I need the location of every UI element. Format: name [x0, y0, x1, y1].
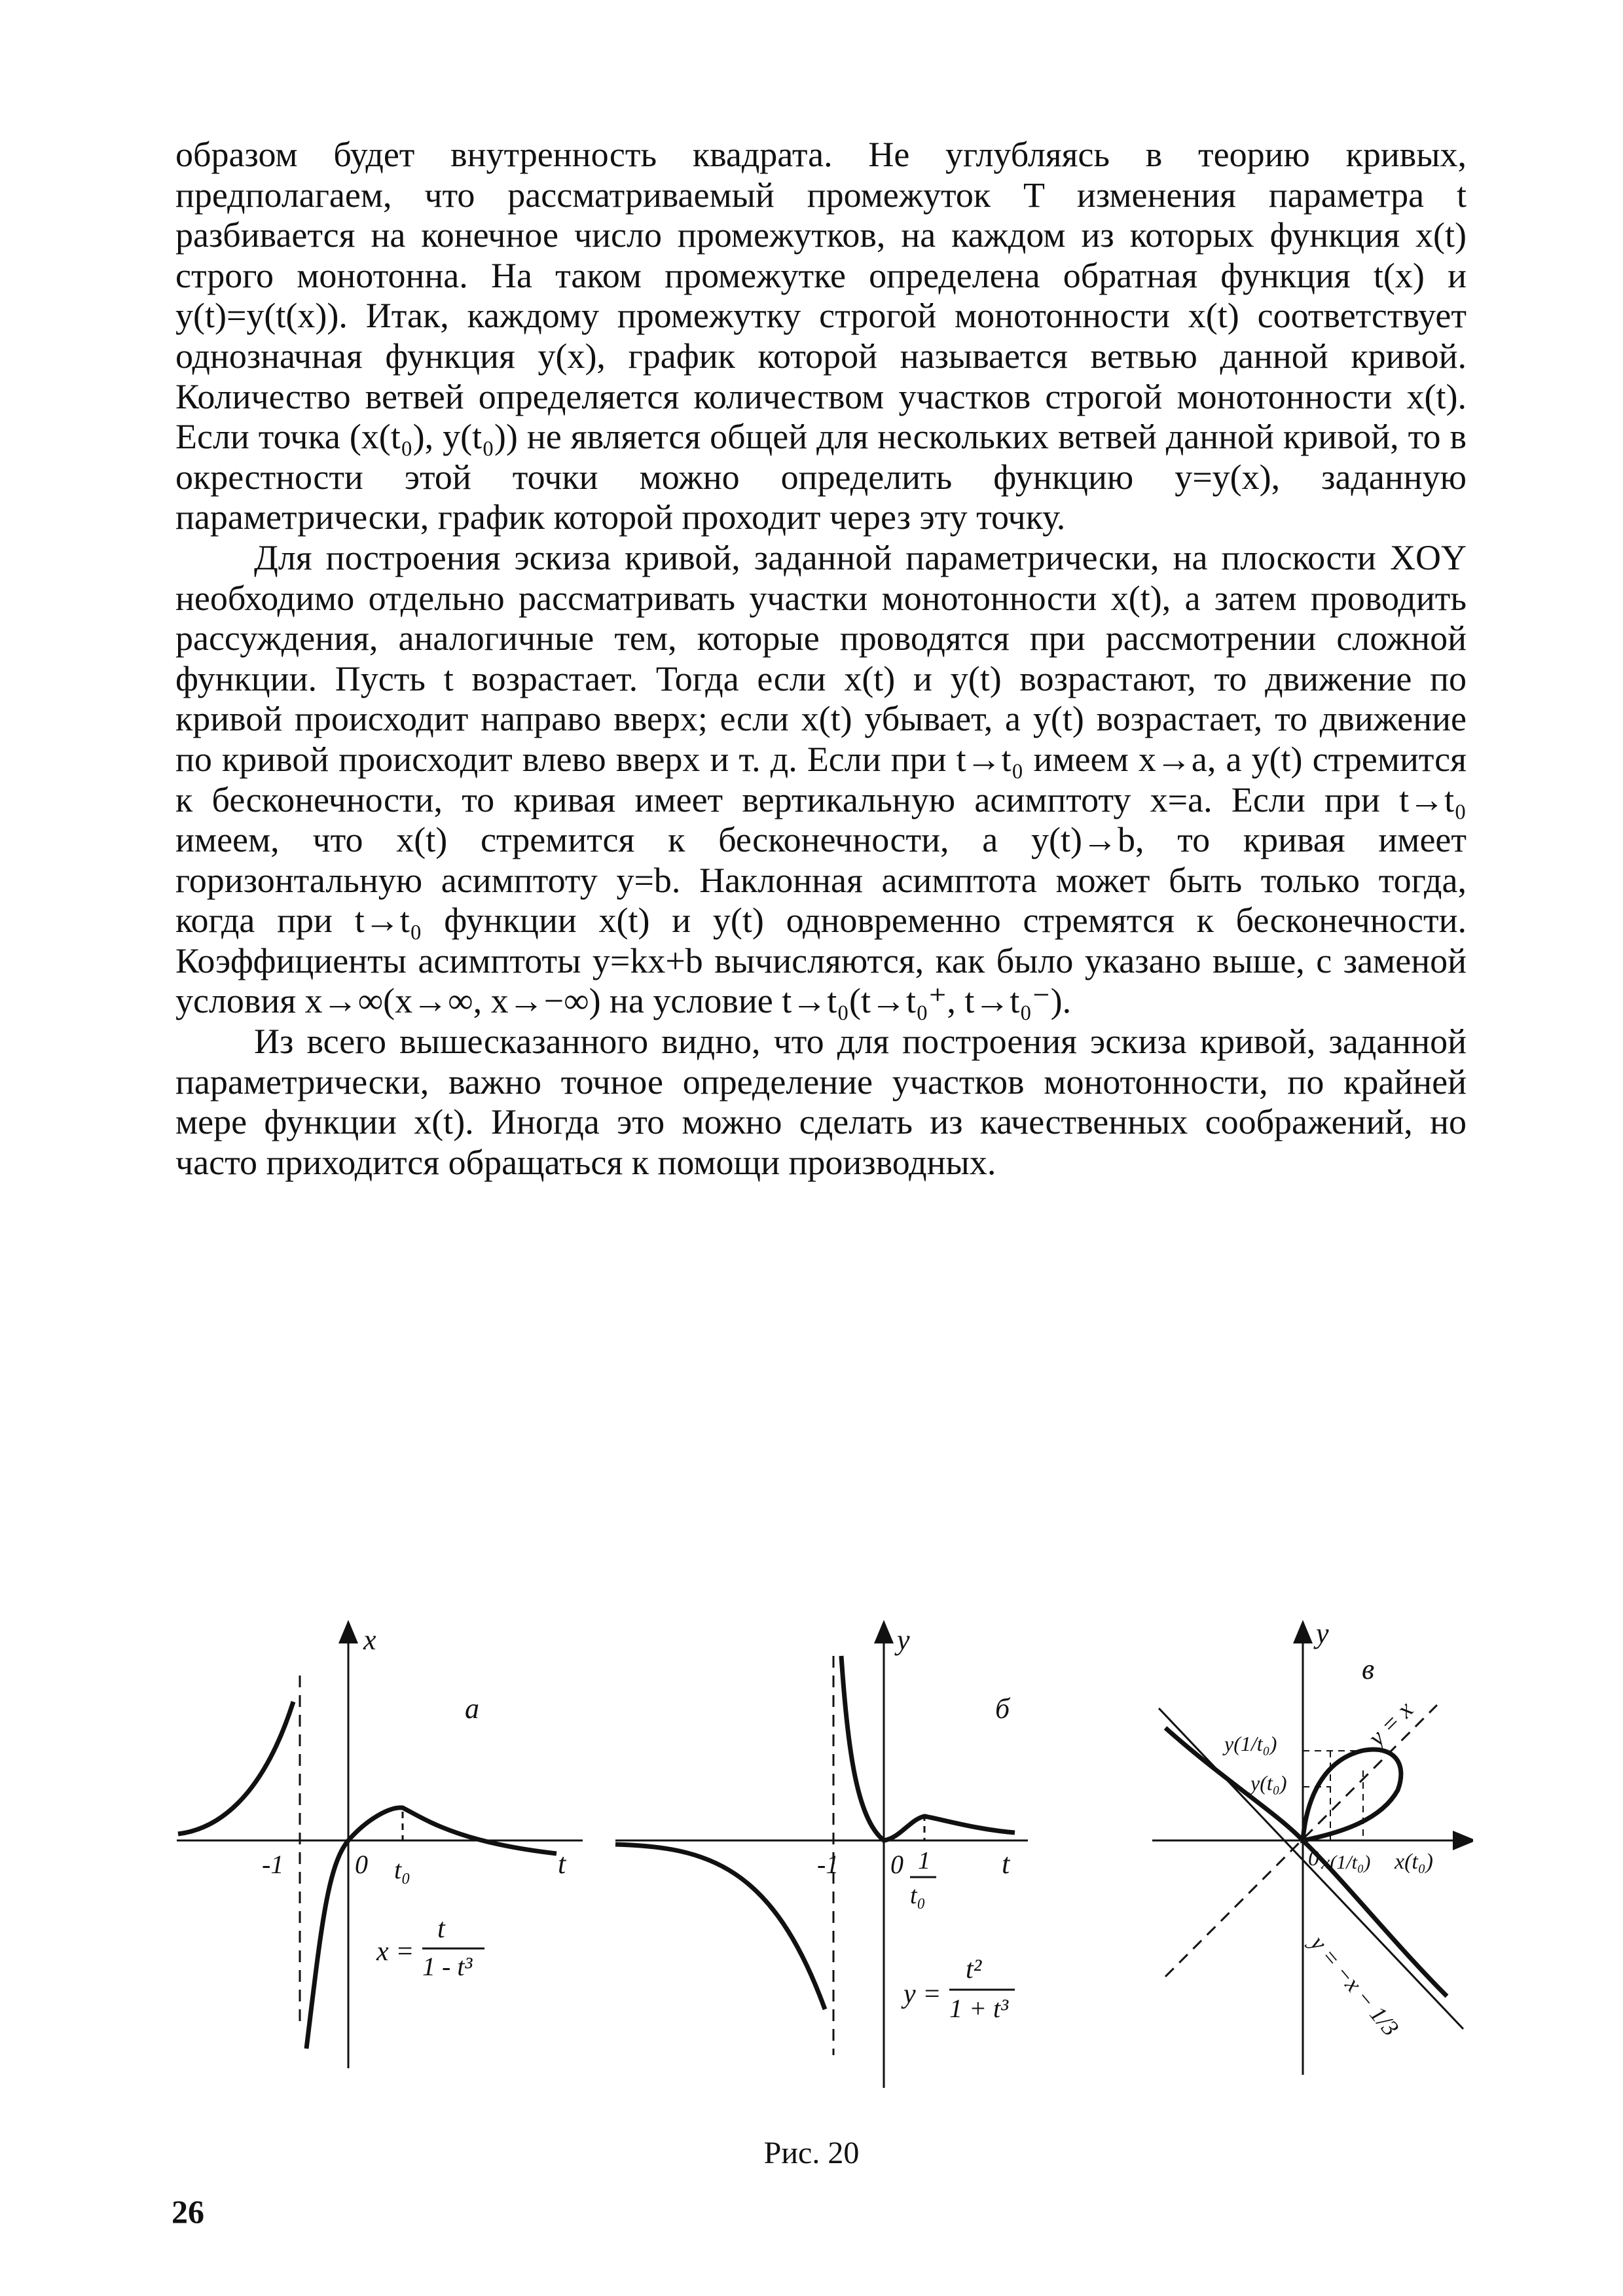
- panel-b-formula-denominator: 1 + t³: [949, 1994, 1009, 2023]
- panel-c-folium-loop: [1303, 1749, 1401, 1840]
- panel-a: [177, 1624, 583, 2068]
- panel-b-tick-minus-one: -1: [817, 1850, 839, 1879]
- panel-b-origin: 0: [890, 1850, 903, 1879]
- panel-b-axis-label-t: t: [1002, 1848, 1010, 1880]
- panel-a-left-branch: [178, 1702, 293, 1834]
- paragraph-1: образом будет внутренность квадрата. Не углубляясь в теорию кривых, предполагаем, что рассматриваемый промежуток T изменения параметра t разбивается на конечное число промежутков, на каждом из которых функция x(t) строго монотонна. На таком промежутке определена обратная функция t(x) и y(t)=y(t(x)). Итак, каждому промежутку строгой монотонности x(t) соответствует однозначная функция y(x), график которой называется ветвью данной кривой. Количество ветвей определяется количеством участков строгой монотонности x(t). Если точка (x(t₀), y(t₀)) не является общей для нескольких ветвей данной кривой, то в окрестности этой точки можно определить функцию y=y(x), заданную параметрически, график которой проходит через эту точку.: [175, 135, 1467, 537]
- panel-c-label-y-t0: y(t₀): [1250, 1771, 1287, 1795]
- panel-c: [1152, 1617, 1467, 2075]
- panel-a-formula-lhs: x =: [376, 1937, 414, 1967]
- panel-a-tick-minus-one: -1: [262, 1850, 284, 1879]
- panel-b-axis-label-y: y: [897, 1624, 910, 1656]
- panel-a-axis-label-x: x: [363, 1624, 376, 1656]
- panel-b-tick-denominator: t₀: [910, 1882, 926, 1909]
- body-text: [175, 135, 1467, 1183]
- panel-a-letter: а: [465, 1693, 479, 1725]
- panel-a-formula-denominator: 1 - t³: [422, 1952, 473, 1981]
- page-number: 26: [172, 2193, 204, 2230]
- panel-a-right-branch: [306, 1808, 556, 2049]
- panel-b-right-branch: [841, 1656, 1015, 1840]
- panel-c-label-asymptote: y = −x − 1/3: [1305, 1930, 1404, 2041]
- figure-caption: Рис. 20: [763, 2136, 860, 2170]
- paragraph-3: Из всего вышесказанного видно, что для построения эскиза кривой, заданной параметрически, важно точное определение участков монотонности, по крайней мере функции x(t). Иногда это можно сделать из качественных соображений, но часто приходится обращаться к помощи производных.: [175, 1022, 1467, 1182]
- panel-a-axis-label-t: t: [558, 1848, 566, 1880]
- panel-a-origin: 0: [355, 1850, 368, 1879]
- panel-c-label-y-inv: y(1/t₀): [1224, 1732, 1277, 1755]
- panel-c-label-x-t0: x(t₀): [1395, 1850, 1434, 1874]
- panel-b: [615, 1624, 1028, 2088]
- panel-a-formula-numerator: t: [437, 1914, 445, 1944]
- panel-b-letter: б: [995, 1693, 1010, 1725]
- panel-c-label-line-y-x: y = x: [1362, 1696, 1419, 1752]
- panel-c-axis-label-y: y: [1316, 1617, 1329, 1649]
- panel-c-origin: 0: [1308, 1846, 1319, 1871]
- paragraph-2: Для построения эскиза кривой, заданной параметрически, на плоскости XOY необходимо отдельно рассматривать участки монотонности x(t), а затем проводить рассуждения, аналогичные тем, которые проводятся при рассмотрении сложной функции. Пусть t возрастает. Тогда если x(t) и y(t) возрастают, то движение по кривой происходит направо вверх; если x(t) убывает, а y(t) возрастает, то движение по кривой происходит влево вверх и т. д. Если при t→t₀ имеем x→a, а y(t) стремится к бесконечности, то кривая имеет вертикальную асимптоту x=a. Если при t→t₀ имеем, что x(t) стремится к бесконечности, а y(t)→b, то кривая имеет горизонтальную асимптоту y=b. Наклонная асимптота может быть только тогда, когда при t→t₀ функции x(t) и y(t) одновременно стремятся к бесконечности. Коэффициенты асимптоты y=kx+b вычисляются, как было указано выше, с заменой условия x→∞(x→∞, x→−∞) на условие t→t₀(t→t₀⁺, t→t₀⁻).: [175, 537, 1467, 1021]
- panel-b-tick-numerator: 1: [918, 1847, 930, 1874]
- figure-20: [164, 1604, 1473, 2101]
- panel-b-left-branch: [615, 1844, 825, 2009]
- panel-c-label-x-inv: x(1/t₀): [1321, 1852, 1371, 1873]
- panel-b-formula-lhs: y =: [903, 1979, 941, 2009]
- panel-b-formula-numerator: t²: [966, 1954, 982, 1984]
- panel-c-letter: в: [1362, 1653, 1375, 1685]
- panel-a-tick-t0: t₀: [394, 1855, 411, 1884]
